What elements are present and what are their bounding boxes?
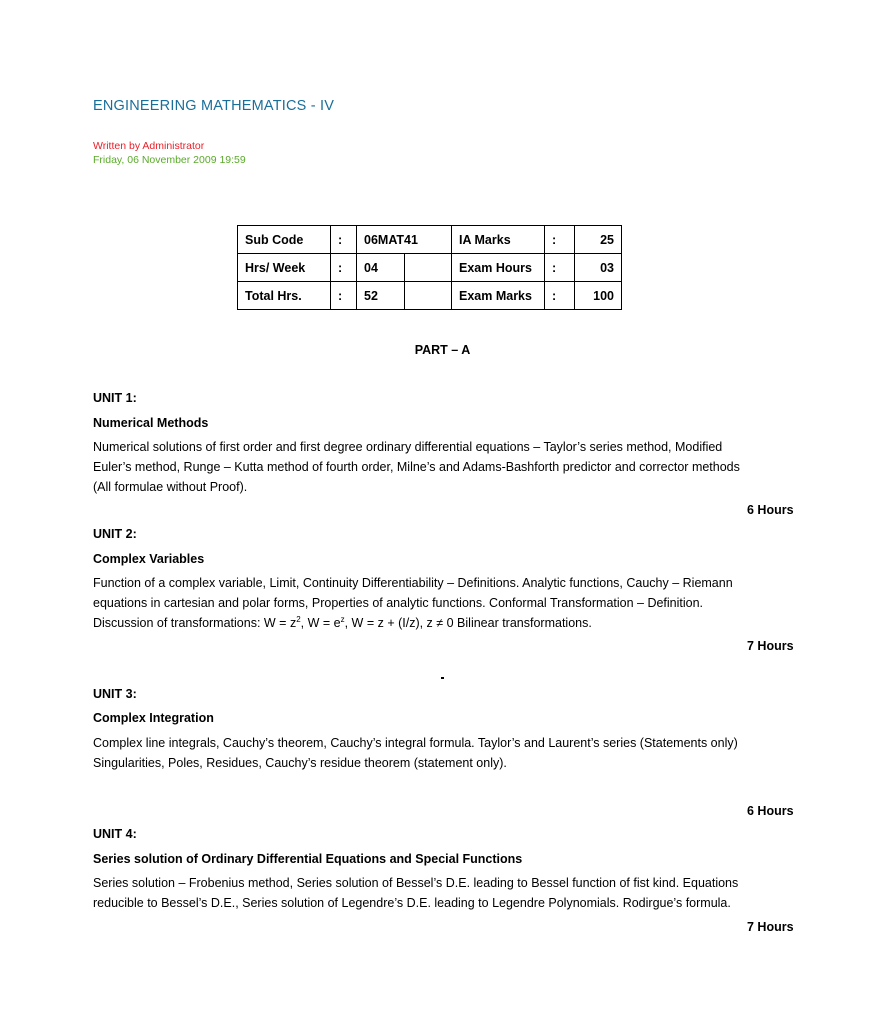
superscript: 2: [296, 614, 301, 624]
table-cell: :: [331, 282, 357, 310]
course-info-table: [237, 225, 622, 310]
unit-topic: Numerical Methods: [93, 416, 209, 430]
table-cell: 06MAT41: [357, 226, 452, 254]
description-line: Singularities, Poles, Residues, Cauchy’s residue theorem (statement only).: [93, 756, 507, 770]
description-line: reducible to Bessel’s D.E., Series solution of Legendre’s D.E. leading to Legendre Polynomials. Rodirgue’s formula.: [93, 896, 731, 910]
unit-heading: UNIT 4:: [93, 827, 137, 841]
table-cell: Hrs/ Week: [238, 254, 331, 282]
table-cell: :: [545, 254, 575, 282]
unit-hours: 7 Hours: [747, 920, 794, 934]
table-cell: 04: [357, 254, 405, 282]
table-cell: IA Marks: [452, 226, 545, 254]
unit-heading: UNIT 1:: [93, 391, 137, 405]
line-suffix: Bilinear transformations.: [453, 616, 592, 630]
table-cell: Exam Marks: [452, 282, 545, 310]
description-line: Numerical solutions of first order and first degree ordinary differential equations – Taylor’s series method, Modified: [93, 440, 723, 454]
unit-heading: UNIT 2:: [93, 527, 137, 541]
line-prefix: Discussion of transformations:: [93, 616, 264, 630]
description-line: (All formulae without Proof).: [93, 480, 248, 494]
table-cell: :: [331, 254, 357, 282]
description-line: [93, 613, 733, 633]
unit-topic: Series solution of Ordinary Differential Equations and Special Functions: [93, 852, 523, 866]
table-cell: [404, 254, 452, 282]
unit-hours: 6 Hours: [747, 804, 794, 818]
unit-description: [93, 437, 740, 497]
table-row: [238, 226, 622, 254]
stray-dot: [441, 677, 444, 679]
table-cell: Exam Hours: [452, 254, 545, 282]
table-cell: :: [545, 282, 575, 310]
unit-description: [93, 733, 738, 773]
table-cell: :: [545, 226, 575, 254]
table-cell: 52: [357, 282, 405, 310]
description-line: Complex line integrals, Cauchy’s theorem, Cauchy’s integral formula. Taylor’s and Laurent’s series (Statements only): [93, 736, 738, 750]
unit-hours: 7 Hours: [747, 639, 794, 653]
page-title: ENGINEERING MATHEMATICS - IV: [93, 98, 335, 114]
table-cell: Total Hrs.: [238, 282, 331, 310]
date-line: Friday, 06 November 2009 19:59: [93, 154, 246, 166]
unit-topic: Complex Variables: [93, 552, 205, 566]
table-cell: [404, 282, 452, 310]
superscript: z: [340, 614, 345, 624]
table-cell: 25: [575, 226, 622, 254]
unit-topic: Complex Integration: [93, 711, 214, 725]
description-line: Function of a complex variable, Limit, Continuity Differentiability – Definitions. Analytic functions, Cauchy – Riemann: [93, 576, 733, 590]
table-cell: :: [331, 226, 357, 254]
table-cell: 100: [575, 282, 622, 310]
part-heading: PART – A: [414, 343, 471, 357]
table-cell: Sub Code: [238, 226, 331, 254]
formula-w3: , W = z + (I/z), z ≠ 0: [344, 616, 454, 630]
table-row: [238, 282, 622, 310]
description-line: equations in cartesian and polar forms, Properties of analytic functions. Conformal Transformation – Definition.: [93, 596, 704, 610]
description-line: Series solution – Frobenius method, Series solution of Bessel’s D.E. leading to Bessel function of fist kind. Equations: [93, 876, 739, 890]
formula-w2: , W = e: [300, 616, 341, 630]
formula-w1: W = z: [263, 616, 297, 630]
unit-description: [93, 573, 733, 633]
description-line: Euler’s method, Runge – Kutta method of fourth order, Milne’s and Adams-Bashforth predictor and corrector methods: [93, 460, 740, 474]
author-line: Written by Administrator: [93, 140, 205, 152]
unit-description: [93, 873, 738, 913]
table-row: [238, 254, 622, 282]
table-cell: 03: [575, 254, 622, 282]
unit-hours: 6 Hours: [747, 503, 794, 517]
unit-heading: UNIT 3:: [93, 687, 137, 701]
